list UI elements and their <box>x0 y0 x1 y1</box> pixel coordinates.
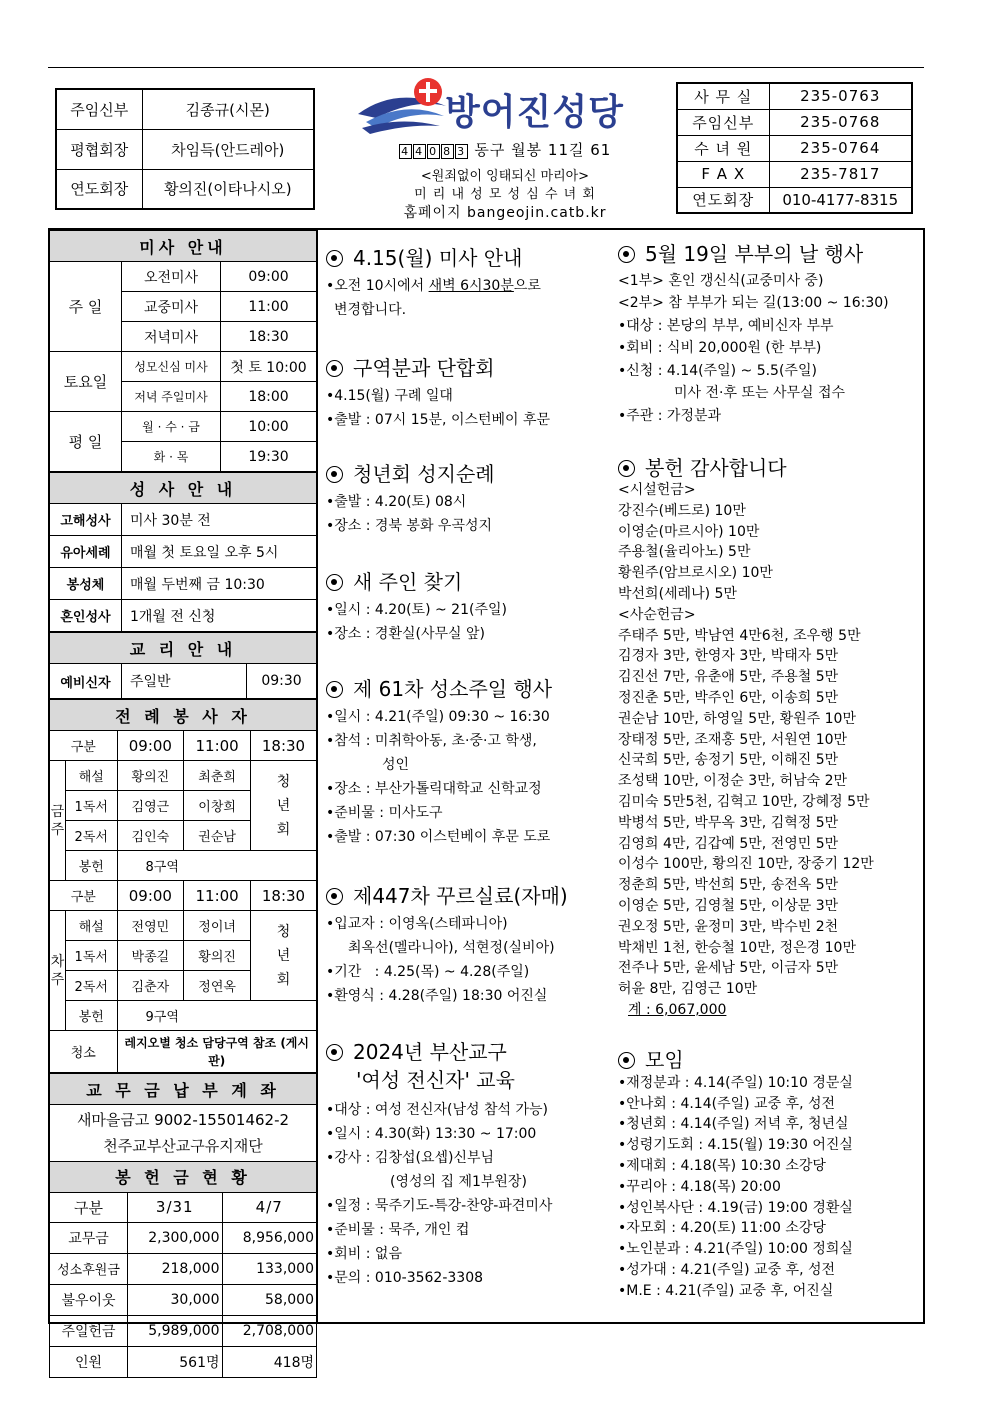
notice-line: •출발 : 07시 15분, 이스턴베이 후문 <box>326 412 551 428</box>
notice-couples-day <box>618 243 918 427</box>
bullet-icon <box>618 246 635 263</box>
liturgy-role: 봉헌 <box>66 851 118 881</box>
donor-line: 주용철(율리아노) 5만 <box>618 544 751 561</box>
offering-value: 133,000 <box>222 1253 317 1284</box>
mass-time: 10:00 <box>221 412 317 442</box>
doctrine-time: 09:30 <box>247 664 317 699</box>
offering-value: 2,708,000 <box>222 1315 317 1346</box>
section-title: 청년회 성지순례 <box>353 462 495 486</box>
mass-name: 성모신심 미사 <box>122 352 221 382</box>
staff-name: 황의진(이타나시오) <box>142 169 314 209</box>
donor-line: 강진수(베드로) 10만 <box>618 502 746 519</box>
mass-time: 18:30 <box>221 322 317 352</box>
liturgy-role: 2독서 <box>66 821 118 851</box>
liturgy-role: 1독서 <box>66 791 118 821</box>
section-heading <box>618 1050 918 1071</box>
doctrine-table <box>49 632 317 699</box>
donor-line: 권오정 5만, 윤정미 3만, 박수빈 2천 <box>618 918 839 935</box>
donor-category: <시설헌금> <box>618 482 696 498</box>
donor-line: 이성수 100만, 황의진 10만, 장중기 12만 <box>618 856 874 873</box>
offering-value: 418명 <box>222 1346 317 1377</box>
bullet-icon <box>326 250 343 267</box>
offering-value: 8,956,000 <box>222 1222 317 1253</box>
liturgy-role: 2독서 <box>66 971 118 1001</box>
sacrament-label: 혼인성사 <box>50 600 122 632</box>
offering-label: 인원 <box>50 1346 128 1377</box>
liturgy-cleaning-label: 청소 <box>50 1031 118 1073</box>
notice-line: (영성의 집 제1부원장) <box>390 1174 527 1190</box>
meeting-line: •재정분과 : 4.14(주일) 10:10 경문실 <box>618 1074 853 1091</box>
mass-saturday-label: 토요일 <box>50 352 122 412</box>
donor-line: 박채빈 1천, 한승철 10만, 정은경 10만 <box>618 939 856 956</box>
mass-name: 저녁미사 <box>122 322 221 352</box>
doctrine-class: 주일반 <box>122 664 247 699</box>
notice-meetings <box>618 1050 918 1302</box>
mass-title: 미사 안내 <box>50 231 317 262</box>
donor-line: 조성택 10만, 이정순 3만, 허남숙 2만 <box>618 773 848 790</box>
offering-value: 218,000 <box>128 1253 223 1284</box>
notice-lost-found <box>326 570 616 646</box>
notice-line: •출발 : 07:30 이스턴베이 후문 도로 <box>326 829 551 845</box>
donor-total: 계 : 6,067,000 <box>628 1001 727 1018</box>
notice-cursillo <box>326 884 616 1008</box>
liturgy-youth: 청년회 <box>251 761 317 851</box>
sacrament-table <box>49 472 317 632</box>
meeting-line: •성가대 : 4.21(주일) 교중 후, 성전 <box>618 1261 836 1278</box>
liturgy-person: 박종길 <box>117 941 184 971</box>
liturgy-offering: 9구역 <box>117 1001 317 1031</box>
sacrament-value: 미사 30분 전 <box>122 504 317 536</box>
section-heading <box>326 462 616 486</box>
doctrine-label: 예비신자 <box>50 664 122 699</box>
sacrament-value: 매월 두번째 금 10:30 <box>122 568 317 600</box>
offering-label: 교무금 <box>50 1222 128 1253</box>
meeting-line: •자모회 : 4.20(토) 11:00 소강당 <box>618 1220 826 1237</box>
donor-line: 박선희(세레나) 5만 <box>618 585 737 602</box>
liturgy-person: 김영근 <box>117 791 184 821</box>
donor-line: 신국희 5만, 송정기 5만, 이해진 5만 <box>618 752 839 769</box>
section-heading <box>326 570 616 594</box>
section-heading <box>326 1040 616 1064</box>
left-column <box>49 230 317 1378</box>
liturgy-time: 09:00 <box>117 731 184 761</box>
bullet-icon <box>618 460 635 477</box>
donor-total-row <box>618 1000 918 1021</box>
donor-line: 장태정 5만, 조재홍 5만, 서원연 10만 <box>618 731 848 748</box>
bullet-icon <box>326 681 343 698</box>
notice-line: 미사 전·후 또는 사무실 접수 <box>674 385 846 401</box>
liturgy-time: 11:00 <box>184 881 251 911</box>
donor-line: 김진선 7만, 유춘애 5만, 주용철 5만 <box>618 669 839 686</box>
donor-category: <사순헌금> <box>618 606 696 623</box>
contact-table <box>676 82 913 214</box>
sacrament-value: 매월 첫 토요일 오후 5시 <box>122 536 317 568</box>
meeting-line: •M.E : 4.21(주일) 교중 후, 어진실 <box>618 1282 834 1299</box>
notice-line: 성인 <box>382 757 410 773</box>
offering-value: 5,989,000 <box>128 1315 223 1346</box>
liturgy-person: 정이녀 <box>184 911 251 941</box>
liturgy-cleaning: 레지오별 청소 담당구역 참조 (게시판) <box>117 1031 317 1073</box>
motto: <원죄없이 잉태되신 마리아> <box>420 169 590 184</box>
donor-line: 이영순(마르시아) 10만 <box>618 523 760 540</box>
bullet-icon <box>326 466 343 483</box>
mass-time: 18:00 <box>221 382 317 412</box>
meeting-line: •성령기도회 : 4.15(월) 19:30 어진실 <box>618 1137 853 1154</box>
liturgy-person: 김춘자 <box>117 971 184 1001</box>
bullet-icon <box>326 888 343 905</box>
meeting-line: •노인분과 : 4.21(주일) 10:00 정희실 <box>618 1241 853 1258</box>
donor-line: 김미숙 5만5천, 김혁고 10만, 강혜정 5만 <box>618 793 870 810</box>
bullet-icon <box>326 574 343 591</box>
offering-col: 구분 <box>50 1192 128 1222</box>
mass-weekday-label: 평 일 <box>50 412 122 472</box>
meeting-line: •안나회 : 4.14(주일) 교중 후, 성전 <box>618 1095 836 1112</box>
meeting-line: •성인복사단 : 4.19(금) 19:00 경환실 <box>618 1199 853 1216</box>
staff-table <box>55 88 315 210</box>
mass-name: 오전미사 <box>122 262 221 292</box>
staff-role: 연도회장 <box>56 169 142 209</box>
bullet-icon <box>326 360 343 377</box>
donor-line: 주태주 5만, 박남연 4만6천, 조우행 5만 <box>618 627 861 644</box>
contact-label: 주임신부 <box>677 109 769 135</box>
notice-district <box>326 356 616 432</box>
motto-order: 미 리 내 성 모 성 심 수 녀 회 <box>414 187 596 202</box>
account-table <box>49 1073 317 1161</box>
donor-line: 김영희 4만, 김갑예 5만, 전영민 5만 <box>618 835 839 852</box>
bullet-icon <box>618 1052 635 1069</box>
section-heading <box>618 243 918 266</box>
notice-line: <1부> 혼인 갱신식(교중미사 중) <box>618 272 824 289</box>
address-text: 동구 월봉 11길 61 <box>474 141 612 159</box>
donor-line: 허윤 8만, 김영근 10만 <box>618 981 758 998</box>
liturgy-title: 전 례 봉 사 자 <box>50 700 317 731</box>
staff-row <box>56 129 314 169</box>
donor-list <box>618 480 918 1021</box>
liturgy-role: 봉헌 <box>66 1001 118 1031</box>
liturgy-person: 황의진 <box>184 941 251 971</box>
section-heading <box>326 884 616 908</box>
mass-table <box>49 230 317 472</box>
mass-time: 11:00 <box>221 292 317 322</box>
sacrament-title: 성 사 안 내 <box>50 473 317 504</box>
sacrament-label: 고해성사 <box>50 504 122 536</box>
offering-col: 3/31 <box>128 1192 223 1222</box>
contact-phone: 235-0763 <box>769 83 912 109</box>
notice-line: •신청 : 4.14(주일) ~ 5.5(주일) <box>618 362 817 379</box>
section-subtitle: '여성 전신자' 교육 <box>356 1068 515 1092</box>
section-title: 봉헌 감사합니다 <box>645 456 787 480</box>
notice-line: •일정 : 묵주기도-특강-찬양-파견미사 <box>326 1198 553 1214</box>
liturgy-col-label: 구분 <box>50 881 118 911</box>
liturgy-role: 해설 <box>66 761 118 791</box>
notice-line: •출발 : 4.20(토) 08시 <box>326 494 467 510</box>
liturgy-role: 해설 <box>66 911 118 941</box>
liturgy-offering: 8구역 <box>117 851 317 881</box>
liturgy-person: 김인숙 <box>117 821 184 851</box>
donor-line: 황원주(암브로시오) 10만 <box>618 565 773 582</box>
liturgy-person: 최춘희 <box>184 761 251 791</box>
notice-line: •환영식 : 4.28(주일) 18:30 어진실 <box>326 988 548 1004</box>
motto-block <box>340 168 670 222</box>
sacrament-label: 유아세례 <box>50 536 122 568</box>
offering-title: 봉 헌 금 현 황 <box>50 1161 317 1192</box>
offering-value: 561명 <box>128 1346 223 1377</box>
section-title: 2024년 부산교구 <box>353 1040 507 1064</box>
notice-line: •장소 : 부산가톨릭대학교 신학교정 <box>326 781 542 797</box>
notice-line: •일시 : 4.21(주일) 09:30 ~ 16:30 <box>326 709 550 725</box>
staff-role: 평협회장 <box>56 129 142 169</box>
liturgy-col-label: 구분 <box>50 731 118 761</box>
liturgy-person: 이창희 <box>184 791 251 821</box>
meeting-line: •청년회 : 4.14(주일) 저녁 후, 청년실 <box>618 1116 849 1133</box>
donor-line: 전주나 5만, 윤세남 5만, 이금자 5만 <box>618 960 839 977</box>
contact-phone: 235-0768 <box>769 109 912 135</box>
account-info <box>50 1105 317 1161</box>
section-heading <box>326 677 616 701</box>
offering-label: 주일헌금 <box>50 1315 128 1346</box>
staff-role: 주임신부 <box>56 89 142 129</box>
donor-line: 정춘희 5만, 박선희 5만, 송전옥 5만 <box>618 877 839 894</box>
staff-row <box>56 169 314 209</box>
notice-line: •일시 : 4.20(토) ~ 21(주일) <box>326 602 507 618</box>
notice-line: •회비 : 식비 20,000원 (한 부부) <box>618 340 822 356</box>
meeting-line: •제대회 : 4.18(목) 10:30 소강당 <box>618 1157 826 1174</box>
notice-line: •회비 : 없음 <box>326 1246 402 1262</box>
offering-value: 30,000 <box>128 1284 223 1315</box>
donor-line: 김경자 3만, 한영자 3만, 박태자 5만 <box>618 648 839 665</box>
offering-label: 불우이웃 <box>50 1284 128 1315</box>
liturgy-time: 11:00 <box>184 731 251 761</box>
bullet-icon <box>326 1044 343 1061</box>
donor-line: 이영순 5만, 김영철 5만, 이상문 3만 <box>618 897 839 914</box>
offering-table <box>49 1161 317 1378</box>
offering-value: 58,000 <box>222 1284 317 1315</box>
liturgy-this-week: 금주 <box>50 761 66 881</box>
notice-line: •문의 : 010-3562-3308 <box>326 1270 484 1286</box>
section-title: 제447차 꾸르실료(자매) <box>353 884 568 908</box>
address <box>360 139 650 160</box>
liturgy-table <box>49 699 317 1073</box>
notice-line: •장소 : 경환실(사무실 앞) <box>326 626 485 642</box>
mass-time: 09:00 <box>221 262 317 292</box>
liturgy-role: 1독서 <box>66 941 118 971</box>
notice-line: 변경합니다. <box>334 302 407 318</box>
section-title: 새 주인 찾기 <box>353 570 463 594</box>
notice-vocation-sunday <box>326 677 616 849</box>
liturgy-time: 09:00 <box>117 881 184 911</box>
notice-line: •주관 : 가정분과 <box>618 407 722 424</box>
notice-line: •준비물 : 묵주, 개인 컵 <box>326 1222 470 1238</box>
liturgy-next-week: 차주 <box>50 911 66 1031</box>
meeting-line: •꾸리아 : 4.18(목) 20:00 <box>618 1178 781 1195</box>
sacrament-value: 1개월 전 신청 <box>122 600 317 632</box>
section-heading <box>326 246 616 270</box>
donor-line: 정진춘 5만, 박주인 6만, 이송희 5만 <box>618 689 839 706</box>
notice-mass-change <box>326 246 616 322</box>
contact-phone: 010-4177-8315 <box>769 187 912 213</box>
contact-phone: 235-7817 <box>769 161 912 187</box>
section-heading <box>618 456 918 480</box>
notice-line: •장소 : 경북 봉화 우곡성지 <box>326 518 493 534</box>
liturgy-youth: 청년회 <box>251 911 317 1001</box>
notice-youth-pilgrimage <box>326 462 616 538</box>
contact-label: 연도회장 <box>677 187 769 213</box>
staff-name: 차임득(안드레아) <box>142 129 314 169</box>
mass-name: 저녁 주일미사 <box>122 382 221 412</box>
notice-line: •기간 : 4.25(목) ~ 4.28(주일) <box>326 964 530 980</box>
notice-line: <2부> 참 부부가 되는 길(13:00 ~ 16:30) <box>618 295 889 311</box>
offering-thanks <box>618 456 918 1021</box>
section-title: 4.15(월) 미사 안내 <box>353 246 523 270</box>
notice-line: •대상 : 여성 전신자(남성 참석 가능) <box>326 1102 548 1118</box>
notice-line: •일시 : 4.30(화) 13:30 ~ 17:00 <box>326 1126 537 1142</box>
mass-time: 첫 토 10:00 <box>221 352 317 382</box>
mass-name: 화 · 목 <box>122 442 221 472</box>
contact-phone: 235-0764 <box>769 135 912 161</box>
staff-name: 김종규(시몬) <box>142 89 314 129</box>
section-heading <box>326 356 616 380</box>
mass-name: 교중미사 <box>122 292 221 322</box>
section-title: 모임 <box>645 1048 684 1072</box>
account-title: 교 무 금 납 부 계 좌 <box>50 1074 317 1105</box>
mass-time: 19:30 <box>221 442 317 472</box>
doctrine-title: 교 리 안 내 <box>50 633 317 664</box>
notice-line: •4.15(월) 구례 일대 <box>326 388 453 404</box>
notice-line: •준비물 : 미사도구 <box>326 805 443 821</box>
liturgy-person: 권순남 <box>184 821 251 851</box>
contact-label: F A X <box>677 161 769 187</box>
liturgy-time: 18:30 <box>251 881 317 911</box>
section-title: 5월 19일 부부의 날 행사 <box>645 242 864 266</box>
account-number: 새마을금고 9002-15501462-2 <box>76 1110 290 1129</box>
liturgy-person: 정연옥 <box>184 971 251 1001</box>
mass-name: 월 · 수 · 금 <box>122 412 221 442</box>
notice-line: •강사 : 김창섭(요셉)신부님 <box>326 1150 495 1166</box>
notice-line: 최옥선(멜라니아), 석현정(실비아) <box>348 940 555 956</box>
notice-line: •대상 : 본당의 부부, 예비신자 부부 <box>618 317 834 334</box>
offering-value: 2,300,000 <box>128 1222 223 1253</box>
account-holder: 천주교부산교구유지재단 <box>103 1136 263 1155</box>
notice-line: •참석 : 미취학아동, 초·중·고 학생, <box>326 733 537 749</box>
notice-line: •입교자 : 이영옥(스테파니아) <box>326 916 508 932</box>
homepage: 홈페이지 bangeojin.catb.kr <box>403 205 607 221</box>
notice-women-education <box>326 1040 616 1290</box>
notice-line: •오전 10시에서 새벽 6시30분으로 <box>326 278 541 294</box>
staff-row <box>56 89 314 129</box>
top-rule <box>48 67 924 68</box>
section-title: 제 61차 성소주일 행사 <box>353 677 553 701</box>
contact-label: 수 녀 원 <box>677 135 769 161</box>
sacrament-label: 봉성체 <box>50 568 122 600</box>
liturgy-time: 18:30 <box>251 731 317 761</box>
church-name: 방어진성당 <box>445 92 624 133</box>
section-title: 구역분과 단합회 <box>353 356 495 380</box>
liturgy-person: 전영민 <box>117 911 184 941</box>
offering-label: 성소후원금 <box>50 1253 128 1284</box>
liturgy-person: 황의진 <box>117 761 184 791</box>
offering-col: 4/7 <box>222 1192 317 1222</box>
donor-line: 권순남 10만, 하영일 5만, 황원주 10만 <box>618 710 856 727</box>
postal-code: 4 4 0 8 3 <box>399 141 469 159</box>
donor-line: 박병석 5만, 박무옥 3만, 김혁정 5만 <box>618 814 839 831</box>
contact-label: 사 무 실 <box>677 83 769 109</box>
mass-sunday-label: 주 일 <box>50 262 122 352</box>
